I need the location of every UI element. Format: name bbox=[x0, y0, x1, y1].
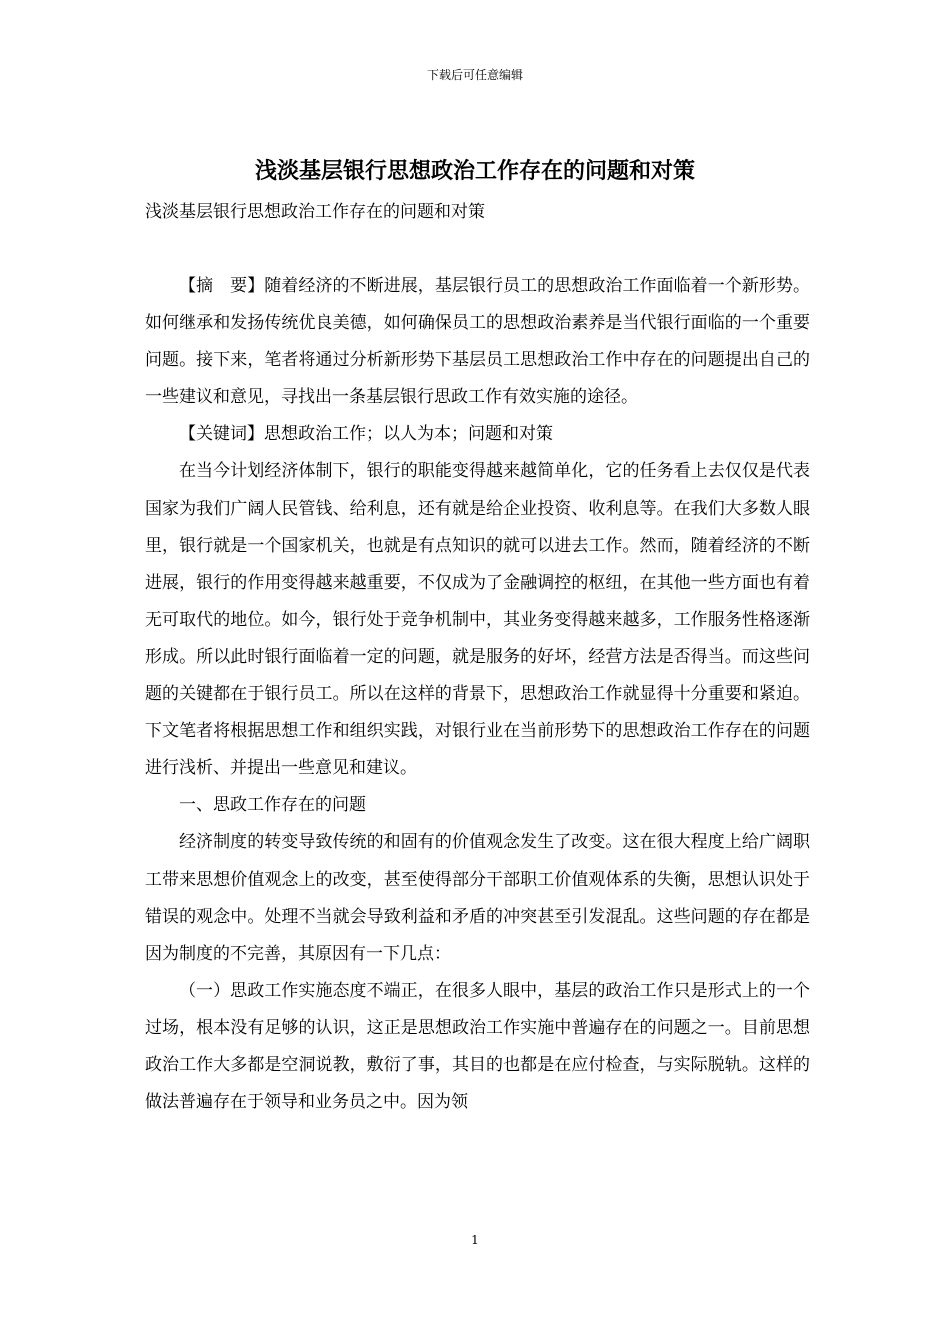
header-note: 下载后可任意编辑 bbox=[426, 68, 523, 82]
document-title: 浅淡基层银行思想政治工作存在的问题和对策 bbox=[254, 158, 695, 184]
document-body bbox=[145, 268, 810, 1121]
section-heading: 一、思政工作存在的问题 bbox=[179, 795, 366, 816]
document-subtitle: 浅淡基层银行思想政治工作存在的问题和对策 bbox=[145, 202, 485, 222]
abstract-paragraph: 【摘 要】随着经济的不断进展，基层银行员工的思想政治工作面临着一个新形势。如何继承和发扬传统优良美德，如何确保员工的思想政治素养是当代银行面临的一个重要问题。接下来，笔者将通过分析新形势下基层员工思想政治工作中存在的问题提出自己的一些建议和意见，寻找出一条基层银行思政工作有效实施的途径。 bbox=[145, 276, 810, 408]
body-paragraph: （一）思政工作实施态度不端正，在很多人眼中，基层的政治工作只是形式上的一个过场，根本没有足够的认识，这正是思想政治工作实施中普遍存在的问题之一。目前思想政治工作大多都是空洞说教，敷衍了事，其目的也都是在应付检查，与实际脱轨。这样的做法普遍存在于领导和业务员之中。因为领 bbox=[145, 980, 810, 1113]
page-number: 1 bbox=[471, 1233, 479, 1247]
body-paragraph: 在当今计划经济体制下，银行的职能变得越来越简单化，它的任务看上去仅仅是代表国家为我们广阔人民管钱、给利息，还有就是给企业投资、收利息等。在我们大多数人眼里，银行就是一个国家机关，也就是有点知识的就可以进去工作。然而，随着经济的不断进展，银行的作用变得越来越重要，不仅成为了金融调控的枢纽，在其他一些方面也有着无可取代的地位。如今，银行处于竞争机制中，其业务变得越来越多，工作服务性格逐渐形成。所以此时银行面临着一定的问题，就是服务的好坏，经营方法是否得当。而这些问题的关键都在于银行员工。所以在这样的背景下，思想政治工作就显得十分重要和紧迫。下文笔者将根据思想工作和组织实践，对银行业在当前形势下的思想政治工作存在的问题进行浅析、并提出一些意见和建议。 bbox=[145, 461, 810, 779]
keywords-paragraph: 【关键词】思想政治工作；以人为本；问题和对策 bbox=[179, 424, 553, 445]
body-paragraph: 经济制度的转变导致传统的和固有的价值观念发生了改变。这在很大程度上给广阔职工带来思想价值观念上的改变，甚至使得部分干部职工价值观体系的失衡，思想认识处于错误的观念中。处理不当就会导致利益和矛盾的冲突甚至引发混乱。这些问题的存在都是因为制度的不完善，其原因有一下几点： bbox=[145, 832, 810, 964]
